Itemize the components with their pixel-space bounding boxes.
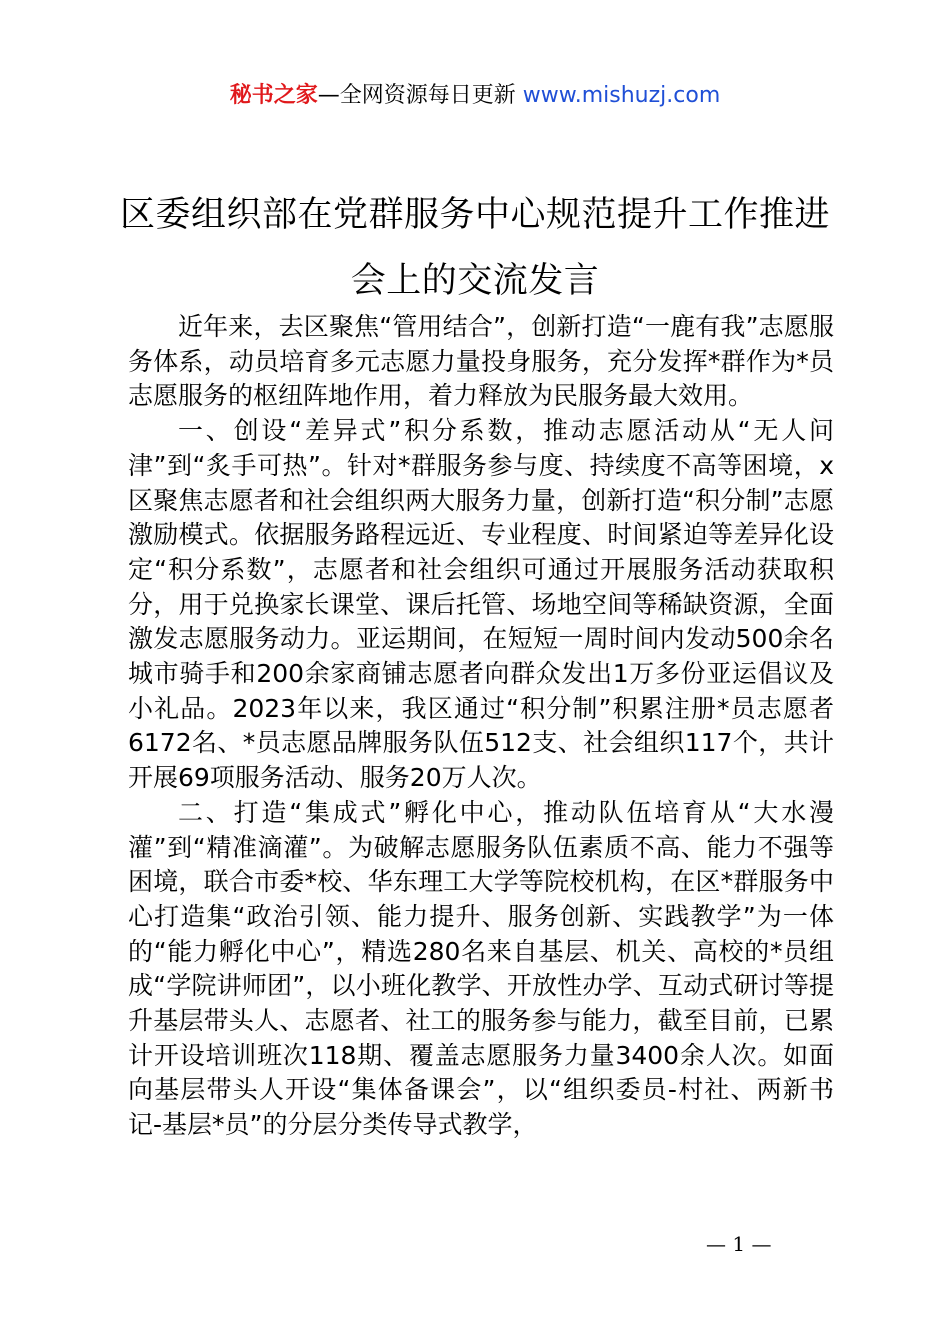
site-header — [0, 80, 950, 112]
site-url-link[interactable]: www.mishuzj.com — [522, 83, 721, 108]
document-title: 区委组织部在党群服务中心规范提升工作推进会上的交流发言 — [120, 195, 831, 301]
site-brand: 秘书之家 — [229, 83, 318, 108]
page-number: — 1 — — [706, 1232, 772, 1256]
paragraph-section-2: 二、打造“集成式”孵化中心，推动队伍培育从“大水漫灌”到“精准滴灌”。为破解志愿服务队伍素质不高、能力不强等困境，联合市委*校、华东理工大学等院校机构，在区*群服务中心打造集“政治引领、能力提升、服务创新、实践教学”为一体的“能力孵化中心”，精选280名来自基层、机关、高校的*员组成“学院讲师团”，以小班化教学、开放性办学、互动式研讨等提升基层带头人、志愿者、社工的服务参与能力，截至目前，已累计开设培训班次118期、覆盖志愿服务力量3400余人次。如面向基层带头人开设“集体备课会”，以“组织委员-村社、两新书记-基层*员”的分层分类传导式教学， — [128, 797, 834, 1140]
paragraph-section-1: 一、创设“差异式”积分系数，推动志愿活动从“无人问津”到“炙手可热”。针对*群服务参与度、持续度不高等困境，x区聚焦志愿者和社会组织两大服务力量，创新打造“积分制”志愿激励模式。依据服务路程远近、专业程度、时间紧迫等差异化设定“积分系数”，志愿者和社会组织可通过开展服务活动获取积分，用于兑换家长课堂、课后托管、场地空间等稀缺资源，全面激发志愿服务动力。亚运期间，在短短一周时间内发动500余名城市骑手和200余家商铺志愿者向群众发出1万多份亚运倡议及小礼品。2023年以来，我区通过“积分制”积累注册*员志愿者6172名、*员志愿品牌服务队伍512支、社会组织117个，共计开展69项服务活动、服务20万人次。 — [128, 416, 834, 793]
document-body — [128, 310, 834, 1143]
paragraph-intro: 近年来，去区聚焦“管用结合”，创新打造“一鹿有我”志愿服务体系，动员培育多元志愿力量投身服务，充分发挥*群作为*员志愿服务的枢纽阵地作用，着力释放为民服务最大效用。 — [128, 312, 834, 411]
site-slogan: —全网资源每日更新 — [317, 83, 523, 108]
